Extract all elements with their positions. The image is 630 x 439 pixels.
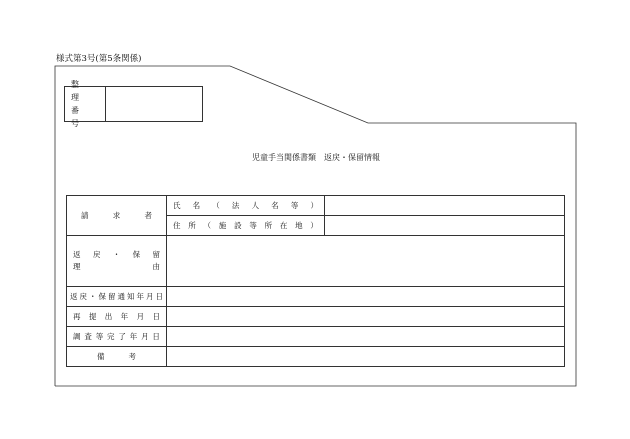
form-number-label: 様式第3号(第5条関係) <box>56 54 142 64</box>
remarks-field[interactable] <box>167 347 565 367</box>
survey-date-field[interactable] <box>167 327 565 347</box>
address-label: 住 所 （ 施 設 等 所 在 地 ） <box>173 221 318 230</box>
remarks-label: 備 考 <box>97 352 136 361</box>
notice-date-label: 返 戻 ・ 保 留 通 知 年 月 日 <box>70 292 163 301</box>
survey-date-label-cell <box>67 327 167 347</box>
reference-number-field[interactable] <box>106 87 202 121</box>
reference-number-box <box>64 80 203 128</box>
notice-date-field[interactable] <box>167 287 565 307</box>
reason-field[interactable] <box>167 236 565 287</box>
address-field[interactable] <box>325 216 565 236</box>
name-label: 氏 名 （ 法 人 名 等 ） <box>173 201 318 210</box>
survey-date-label: 調 査 等 完 了 年 月 日 <box>73 332 160 341</box>
reason-label-cell <box>67 236 167 287</box>
requester-label-cell <box>67 196 167 236</box>
name-field[interactable] <box>325 196 565 216</box>
resubmit-date-label-cell <box>67 307 167 327</box>
reason-label: 返 戻 ・ 保 留 理 由 <box>73 250 160 271</box>
name-label-cell <box>167 196 325 216</box>
document-title: 児童手当関係書類 返戻・保留情報 <box>252 153 380 162</box>
resubmit-date-field[interactable] <box>167 307 565 327</box>
requester-label: 請 求 者 <box>81 211 152 220</box>
return-hold-info-table <box>66 195 565 367</box>
reference-number-label: 整 理 番 号 <box>65 87 106 121</box>
remarks-label-cell <box>67 347 167 367</box>
address-label-cell <box>167 216 325 236</box>
notice-date-label-cell <box>67 287 167 307</box>
resubmit-date-label: 再 提 出 年 月 日 <box>73 312 160 321</box>
